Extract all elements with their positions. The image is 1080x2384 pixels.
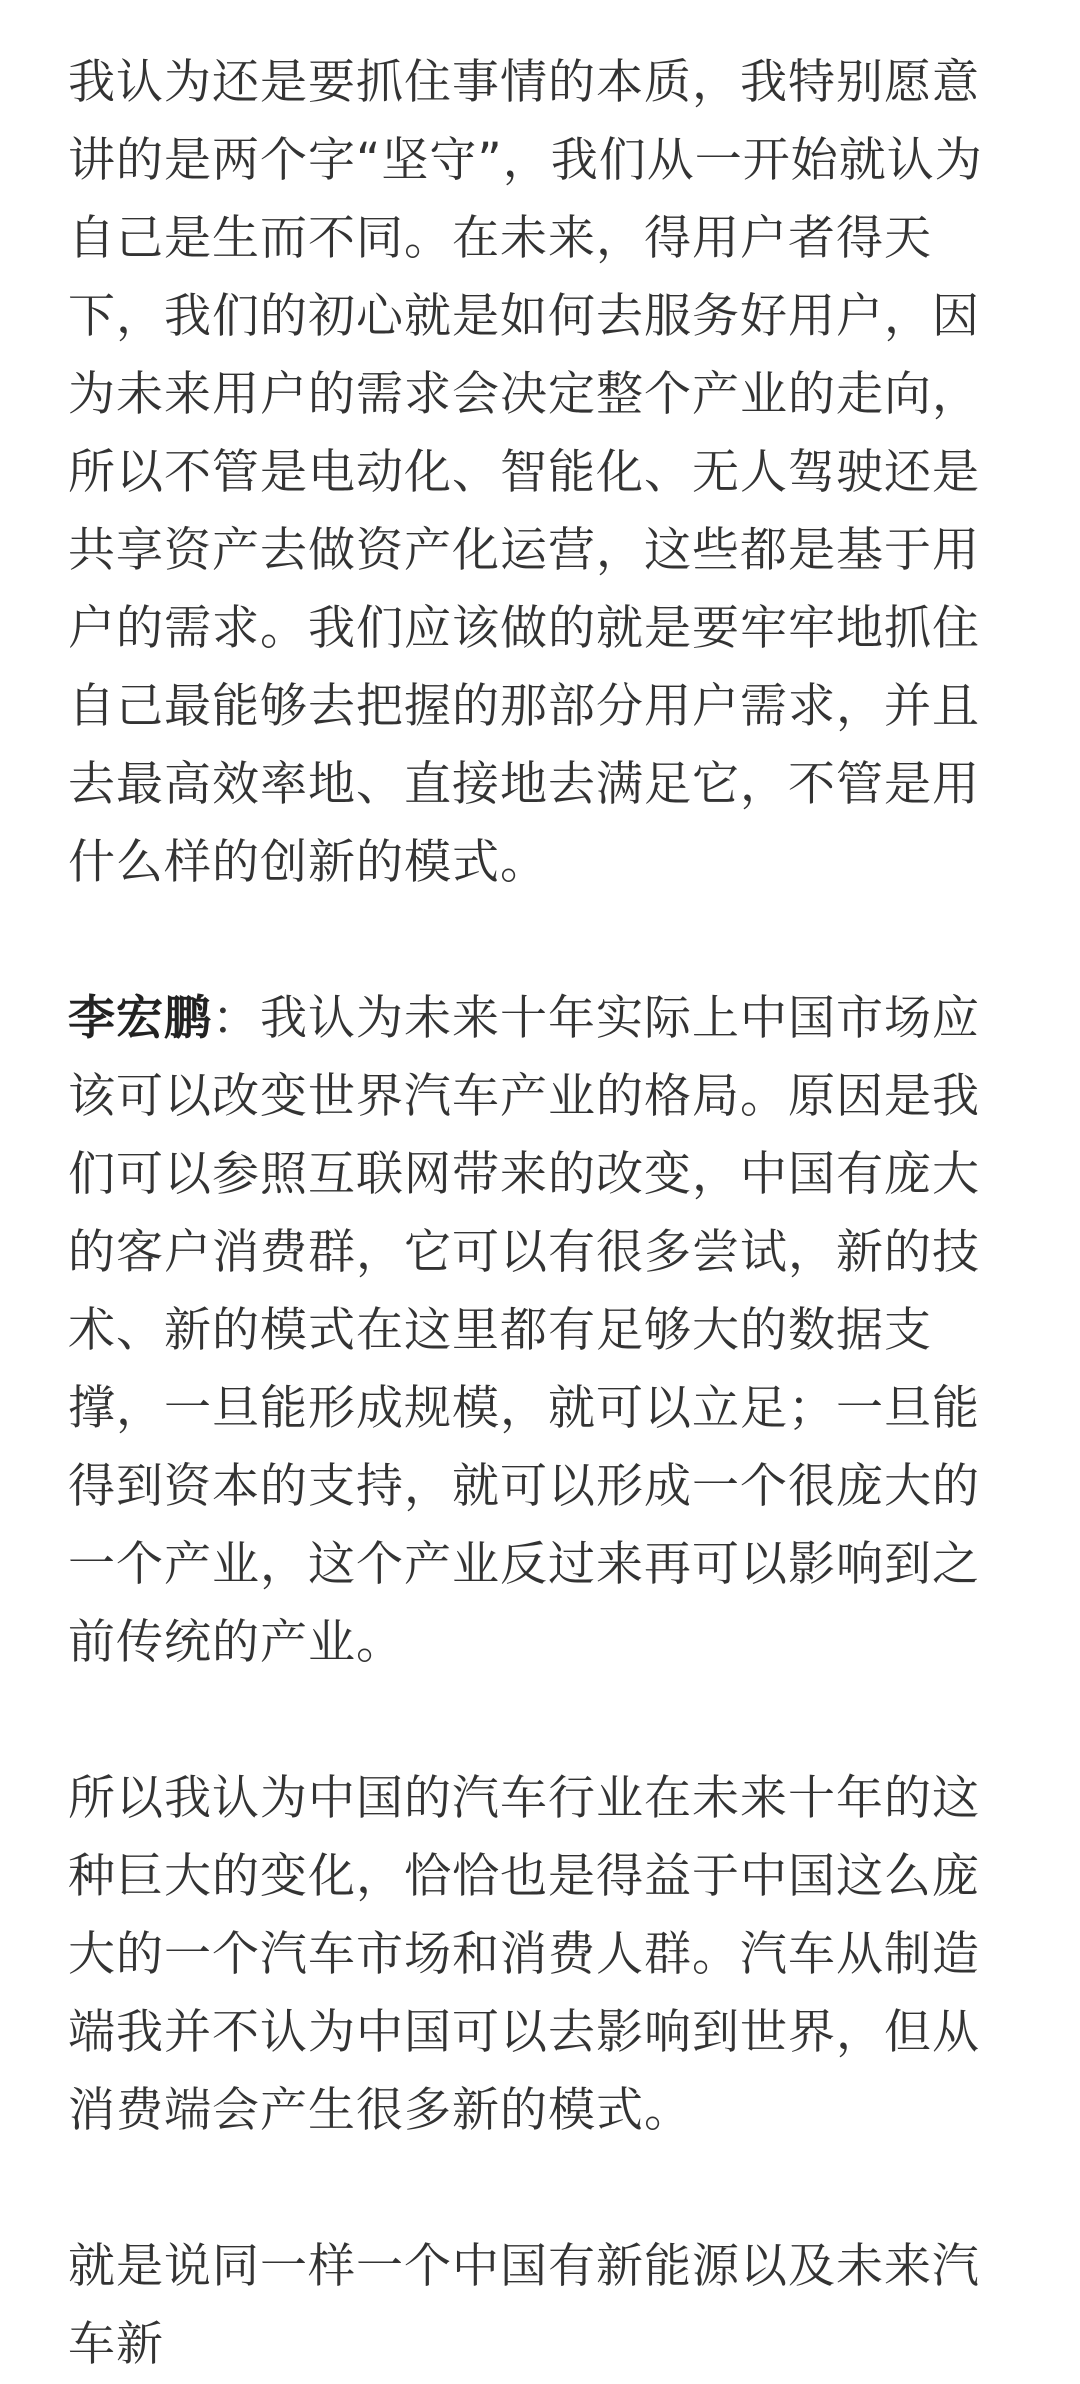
paragraph-4-text: 就是说同一样一个中国有新能源以及未来汽车新 [68, 2239, 980, 2372]
paragraph-1 [68, 44, 1012, 902]
speaker-name: 李宏鹏 [68, 991, 212, 1046]
paragraph-2 [68, 980, 1012, 1682]
paragraph-3-text: 所以我认为中国的汽车行业在未来十年的这种巨大的变化，恰恰也是得益于中国这么庞大的一个汽车市场和消费人群。汽车从制造端我并不认为中国可以去影响到世界，但从消费端会产生很多新的模式。 [68, 1771, 980, 2138]
paragraph-3 [68, 1760, 1012, 2150]
paragraph-4 [68, 2228, 1012, 2384]
paragraph-1-text: 我认为还是要抓住事情的本质，我特别愿意讲的是两个字“坚守”，我们从一开始就认为自己是生而不同。在未来，得用户者得天下，我们的初心就是如何去服务好用户，因为未来用户的需求会决定整个产业的走向，所以不管是电动化、智能化、无人驾驶还是共享资产去做资产化运营，这些都是基于用户的需求。我们应该做的就是要牢牢地抓住自己最能够去把握的那部分用户需求，并且去最高效率地、直接地去满足它，不管是用什么样的创新的模式。 [68, 55, 983, 890]
paragraph-2-text: ：我认为未来十年实际上中国市场应该可以改变世界汽车产业的格局。原因是我们可以参照互联网带来的改变，中国有庞大的客户消费群，它可以有很多尝试，新的技术、新的模式在这里都有足够大的数据支撑，一旦能形成规模，就可以立足；一旦能得到资本的支持，就可以形成一个很庞大的一个产业，这个产业反过来再可以影响到之前传统的产业。 [68, 991, 980, 1670]
